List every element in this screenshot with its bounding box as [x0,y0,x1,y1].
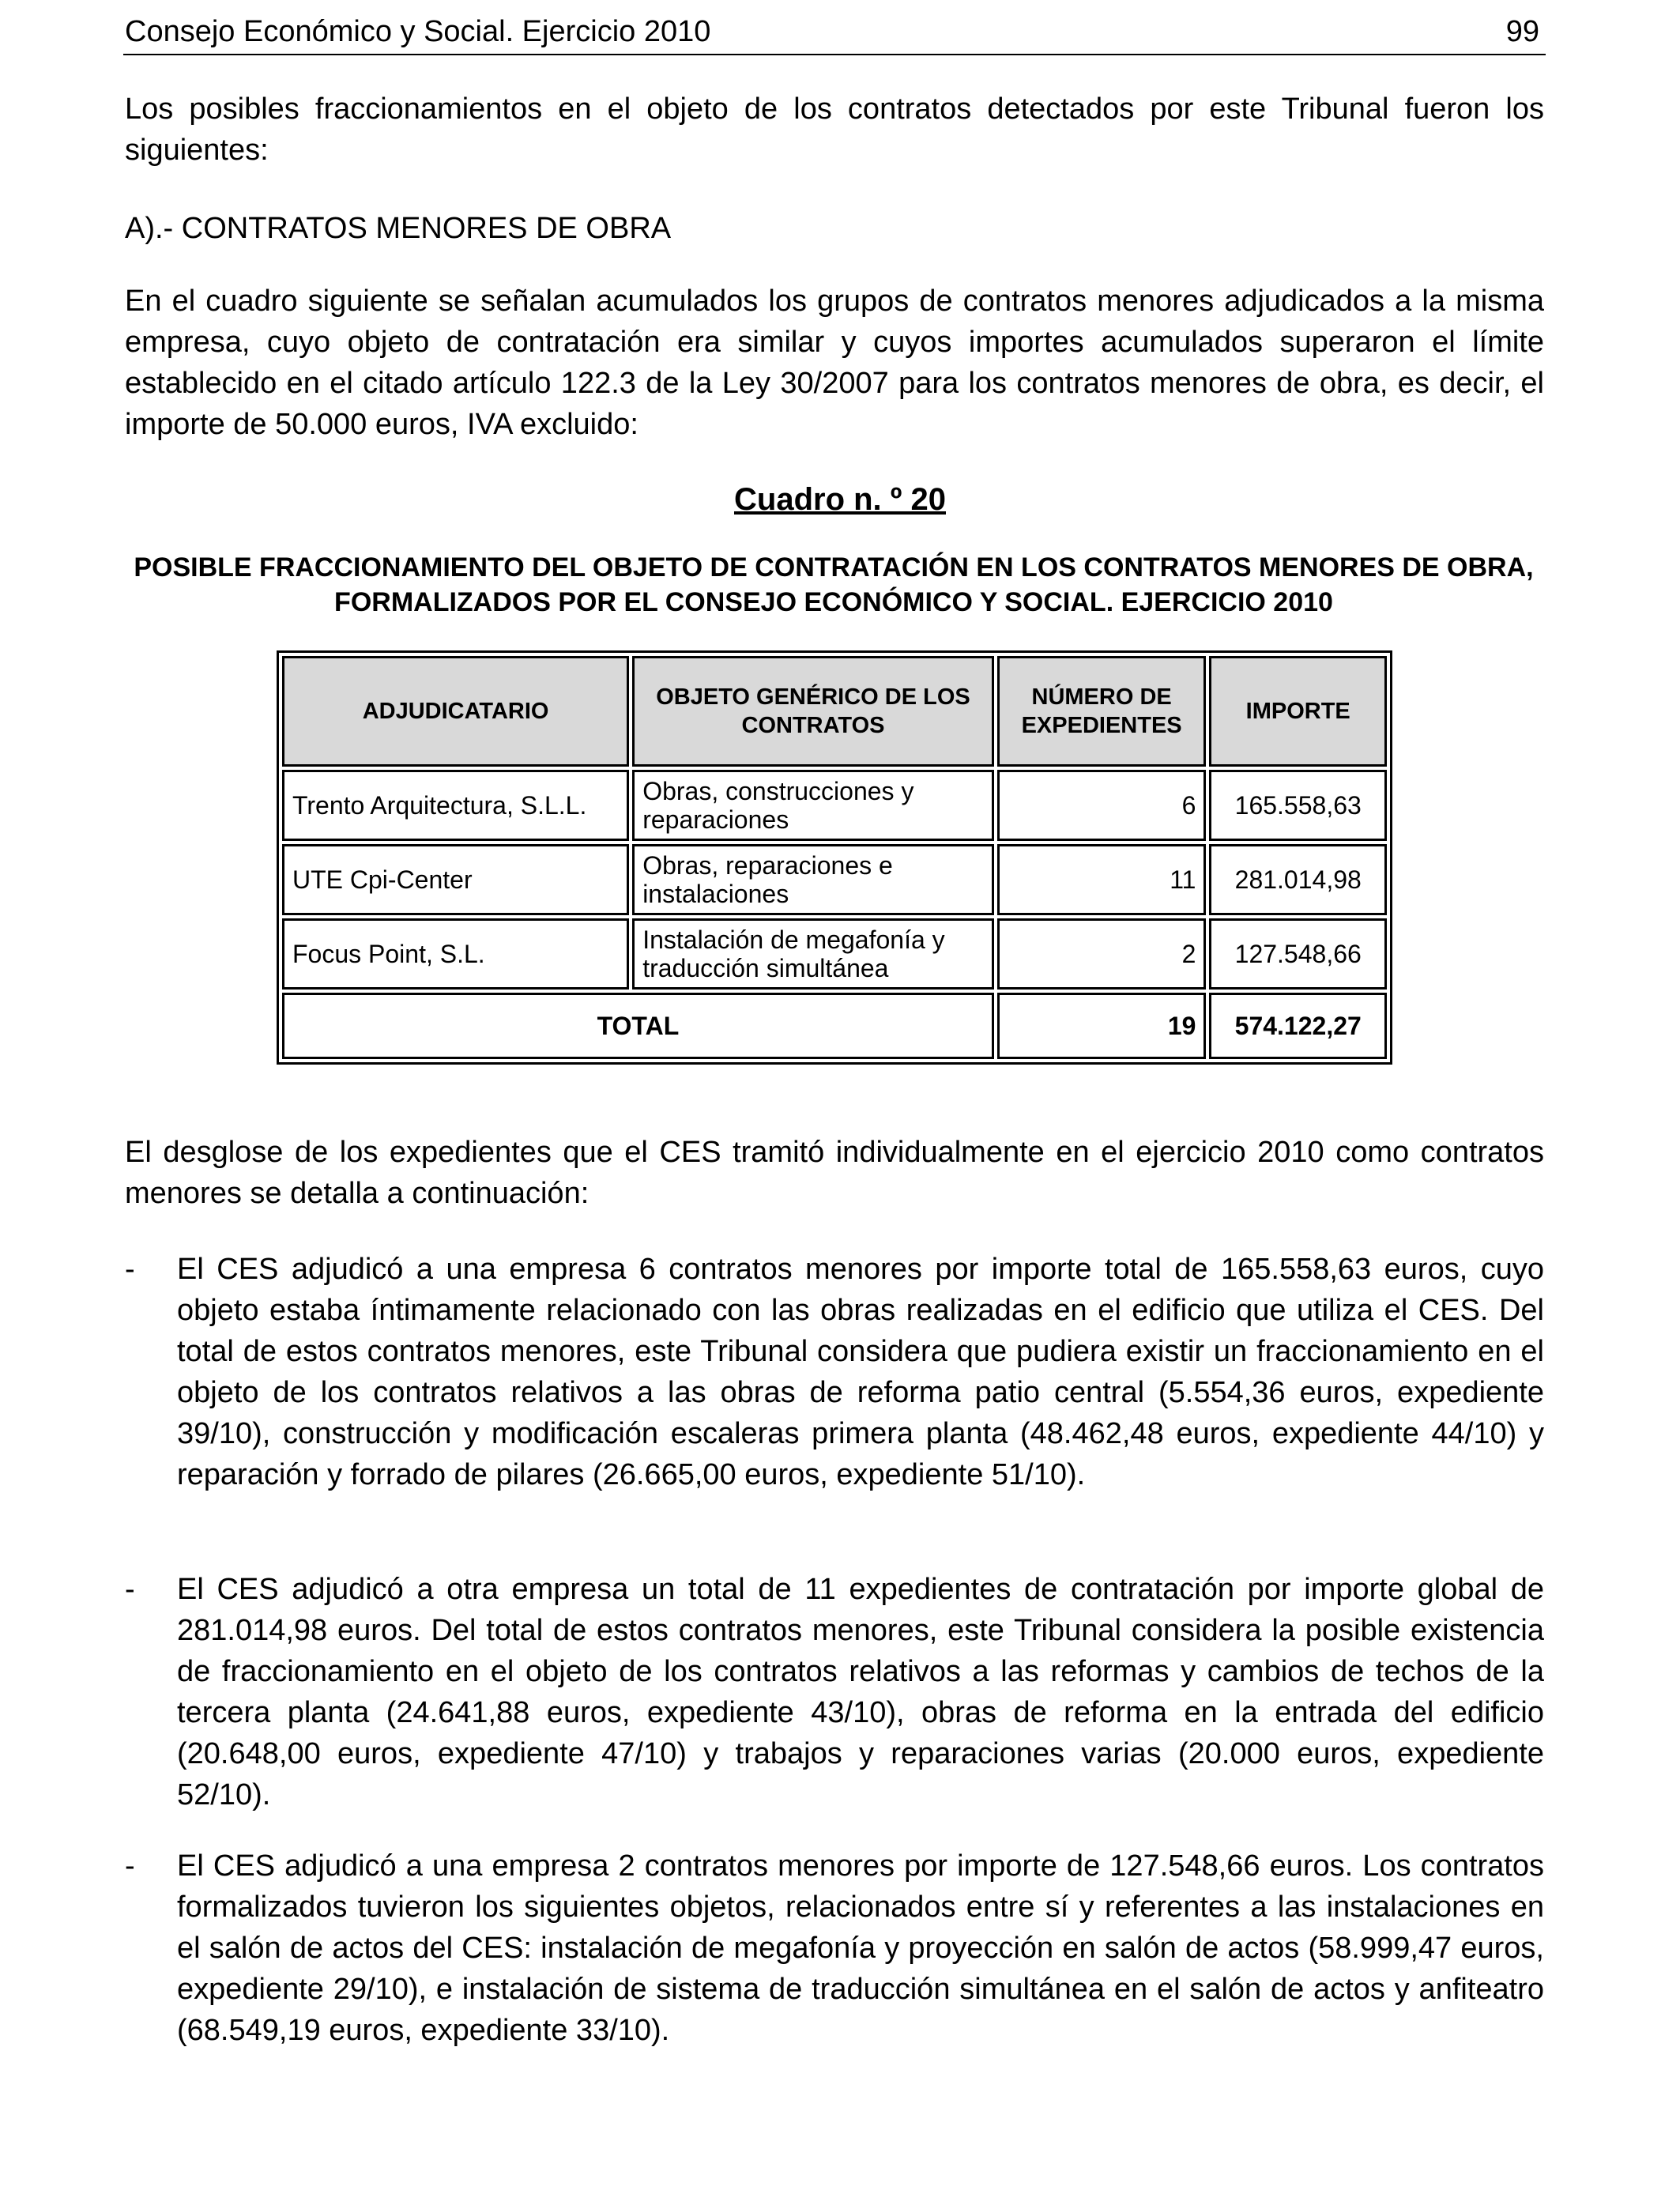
contracts-table [277,650,1392,1065]
cell-importe: 281.014,98 [1209,844,1387,915]
cell-adjudicatario: UTE Cpi-Center [282,844,629,915]
cell-expedientes: 6 [997,770,1207,841]
header-importe: IMPORTE [1209,656,1387,767]
table-row [282,770,1387,841]
total-label: TOTAL [282,993,994,1059]
bullet-dash: - [125,1849,135,1883]
breakdown-intro: El desglose de los expedientes que el CES tramitó individualmente en el ejercicio 2010 como contratos menores se detalla a continuación: [125,1136,1544,1210]
header-adjudicatario: ADJUDICATARIO [282,656,629,767]
cell-importe: 165.558,63 [1209,770,1387,841]
cell-expedientes: 2 [997,918,1207,990]
cell-expedientes: 11 [997,844,1207,915]
section-paragraph: En el cuadro siguiente se señalan acumulados los grupos de contratos menores adjudicados a la misma empresa, cuyo objeto de contratación era similar y cuyos importes acumulados superaron el límite establecido en el citado artículo 122.3 de la Ley 30/2007 para los contratos menores de obra, es decir, el importe de 50.000 euros, IVA excluido: [125,285,1544,441]
bullet-item [125,1249,1544,1495]
page-number: 99 [1505,15,1539,48]
table-row [282,918,1387,990]
cell-adjudicatario: Focus Point, S.L. [282,918,629,990]
intro-paragraph: Los posibles fraccionamientos en el objeto de los contratos detectados por este Tribunal fueron los siguientes: [125,92,1544,167]
table-row [282,844,1387,915]
cell-objeto: Obras, construcciones y reparaciones [632,770,994,841]
table-title: POSIBLE FRACCIONAMIENTO DEL OBJETO DE CONTRATACIÓN EN LOS CONTRATOS MENORES DE OBRA, FORMALIZADOS POR EL CONSEJO ECONÓMICO Y SOCIAL. EJERCICIO 2010 [134,552,1534,617]
cell-adjudicatario: Trento Arquitectura, S.L.L. [282,770,629,841]
bullet-text: El CES adjudicó a otra empresa un total de 11 expedientes de contratación por importe global de 281.014,98 euros. Del total de estos contratos menores, este Tribunal considera la posible existencia de fraccionamiento en el objeto de los contratos relativos a las reformas y cambios de techos de la tercera planta (24.641,88 euros, expediente 43/10), obras de reforma en la entrada del edificio (20.648,00 euros, expediente 47/10) y trabajos y reparaciones varias (20.000 euros, expediente 52/10). [177,1573,1544,1811]
section-heading: A).- CONTRATOS MENORES DE OBRA [125,212,672,245]
bullet-item [125,1845,1544,2051]
cell-objeto: Instalación de megafonía y traducción simultánea [632,918,994,990]
cell-objeto: Obras, reparaciones e instalaciones [632,844,994,915]
bullet-item [125,1569,1544,1815]
header-objeto: OBJETO GENÉRICO DE LOS CONTRATOS [632,656,994,767]
header-title: Consejo Económico y Social. Ejercicio 2010 [125,15,711,48]
cell-importe: 127.548,66 [1209,918,1387,990]
running-header [123,8,1546,55]
bullet-dash: - [125,1253,135,1286]
header-expedientes: NÚMERO DE EXPEDIENTES [997,656,1207,767]
bullet-dash: - [125,1573,135,1606]
bullet-text: El CES adjudicó a una empresa 2 contratos menores por importe de 127.548,66 euros. Los contratos formalizados tuvieron los siguientes objetos, relacionados entre sí y referentes a las instalaciones en el salón de actos del CES: instalación de megafonía y proyección en salón de actos (58.999,47 euros, expediente 29/10), e instalación de sistema de traducción simultánea en el salón de actos y anfiteatro (68.549,19 euros, expediente 33/10). [177,1849,1544,2047]
total-importe: 574.122,27 [1209,993,1387,1059]
table-caption: Cuadro n. º 20 [734,482,946,517]
total-expedientes: 19 [997,993,1207,1059]
table-total-row [282,993,1387,1059]
table-header-row [282,656,1387,767]
bullet-text: El CES adjudicó a una empresa 6 contratos menores por importe total de 165.558,63 euros, cuyo objeto estaba íntimamente relacionado con las obras realizadas en el edificio que utiliza el CES. Del total de estos contratos menores, este Tribunal considera que pudiera existir un fraccionamiento en el objeto de los contratos relativos a las obras de reforma patio central (5.554,36 euros, expediente 39/10), construcción y modificación escaleras primera planta (48.462,48 euros, expediente 44/10) y reparación y forrado de pilares (26.665,00 euros, expediente 51/10). [177,1253,1544,1491]
